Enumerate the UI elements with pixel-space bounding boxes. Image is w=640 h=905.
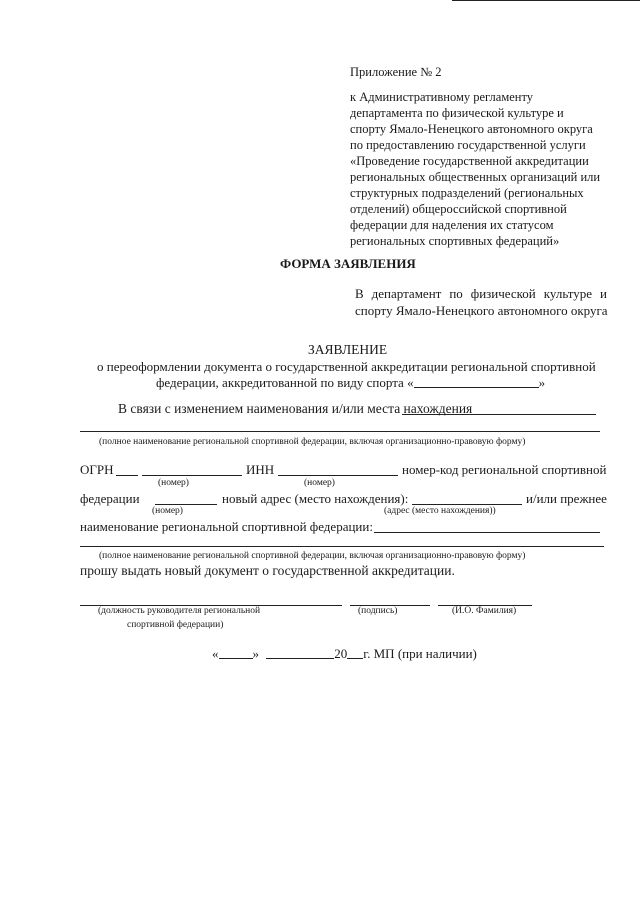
sport-type-blank[interactable]	[414, 387, 539, 388]
code-label: номер-код региональной спортивной	[402, 462, 607, 477]
full-name-caption-1: (полное наименование региональной спортивной федерации, включая организационно-правовую форму)	[99, 437, 526, 447]
appendix-line: к Административному регламенту	[350, 90, 534, 104]
addressee-word: и	[600, 286, 607, 301]
signature-caption: (подпись)	[358, 606, 398, 616]
appendix-line: федерации для наделения их статусом	[350, 218, 554, 232]
ogrn-blank-a[interactable]	[116, 475, 138, 476]
statement-heading: ЗАЯВЛЕНИЕ	[308, 342, 388, 357]
head-position-caption-1: (должность руководителя региональной	[98, 606, 261, 616]
ogrn-label: ОГРН	[80, 462, 114, 477]
year-blank[interactable]	[347, 658, 363, 659]
previous-name-label: наименование региональной спортивной федерации:	[80, 519, 373, 534]
appendix-line: «Проведение государственной аккредитации	[350, 154, 589, 168]
federation-word: федерации	[80, 491, 140, 506]
new-address-blank[interactable]	[412, 504, 522, 505]
reason-blank[interactable]	[402, 414, 596, 415]
or-previous-text: и/или прежнее	[526, 491, 607, 506]
year-prefix: 20	[334, 646, 348, 661]
day-blank[interactable]	[219, 658, 253, 659]
appendix-line: по предоставлению государственной услуги	[350, 138, 586, 152]
statement-line-2-prefix: федерации, аккредитованной по виду спорта «	[156, 375, 414, 390]
full-name-line-1[interactable]	[80, 431, 600, 432]
month-blank[interactable]	[266, 658, 334, 659]
inn-label: ИНН	[246, 462, 275, 477]
head-position-caption-2: спортивной федерации)	[127, 620, 224, 630]
appendix-line: структурных подразделений (региональных	[350, 186, 584, 200]
statement-line-1: о переоформлении документа о государственной аккредитации региональной спортивной	[97, 359, 596, 374]
addressee-word: В	[355, 286, 364, 301]
form-title: ФОРМА ЗАЯВЛЕНИЯ	[280, 256, 416, 271]
appendix-line: региональных общественных организаций или	[350, 170, 601, 184]
ogrn-number-caption: (номер)	[158, 478, 189, 488]
addressee-line-2: спорту Ямало-Ненецкого автономного округа	[355, 303, 608, 318]
date-open-quote: «	[212, 646, 219, 661]
addressee-line-1	[355, 286, 607, 302]
addressee-word: по	[449, 286, 463, 301]
code-number-caption: (номер)	[152, 506, 183, 516]
full-name-caption-2: (полное наименование региональной спортивной федерации, включая организационно-правовую форму)	[99, 551, 526, 561]
addressee-word: физической	[470, 286, 536, 301]
statement-line-2	[156, 375, 545, 391]
inn-blank[interactable]	[278, 475, 398, 476]
appendix-line: региональных спортивных федераций»	[350, 234, 560, 248]
date-close-quote: »	[252, 646, 259, 661]
ogrn-blank-b[interactable]	[142, 475, 242, 476]
code-blank[interactable]	[155, 504, 217, 505]
appendix-title: Приложение № 2	[350, 65, 442, 79]
initials-caption: (И.О. Фамилия)	[452, 606, 517, 616]
addressee-word: культуре	[543, 286, 593, 301]
addressee-word: департамент	[371, 286, 442, 301]
top-border-line	[452, 0, 640, 1]
new-address-label: новый адрес (место нахождения):	[222, 491, 409, 506]
appendix-line: отделений) общероссийской спортивной	[350, 202, 567, 216]
inn-number-caption: (номер)	[304, 478, 335, 488]
full-name-line-2[interactable]	[80, 546, 604, 547]
appendix-line: департамента по физической культуре и	[350, 106, 564, 120]
request-text: прошу выдать новый документ о государственной аккредитации.	[80, 563, 455, 578]
reason-text: В связи с изменением наименования и/или места нахождения	[118, 401, 473, 416]
appendix-line: спорту Ямало-Ненецкого автономного округа	[350, 122, 593, 136]
date-suffix: г. МП (при наличии)	[363, 646, 477, 661]
statement-line-2-suffix: »	[538, 375, 546, 390]
date-line	[212, 646, 477, 662]
new-address-caption: (адрес (место нахождения))	[384, 506, 496, 516]
previous-name-blank[interactable]	[374, 532, 600, 533]
